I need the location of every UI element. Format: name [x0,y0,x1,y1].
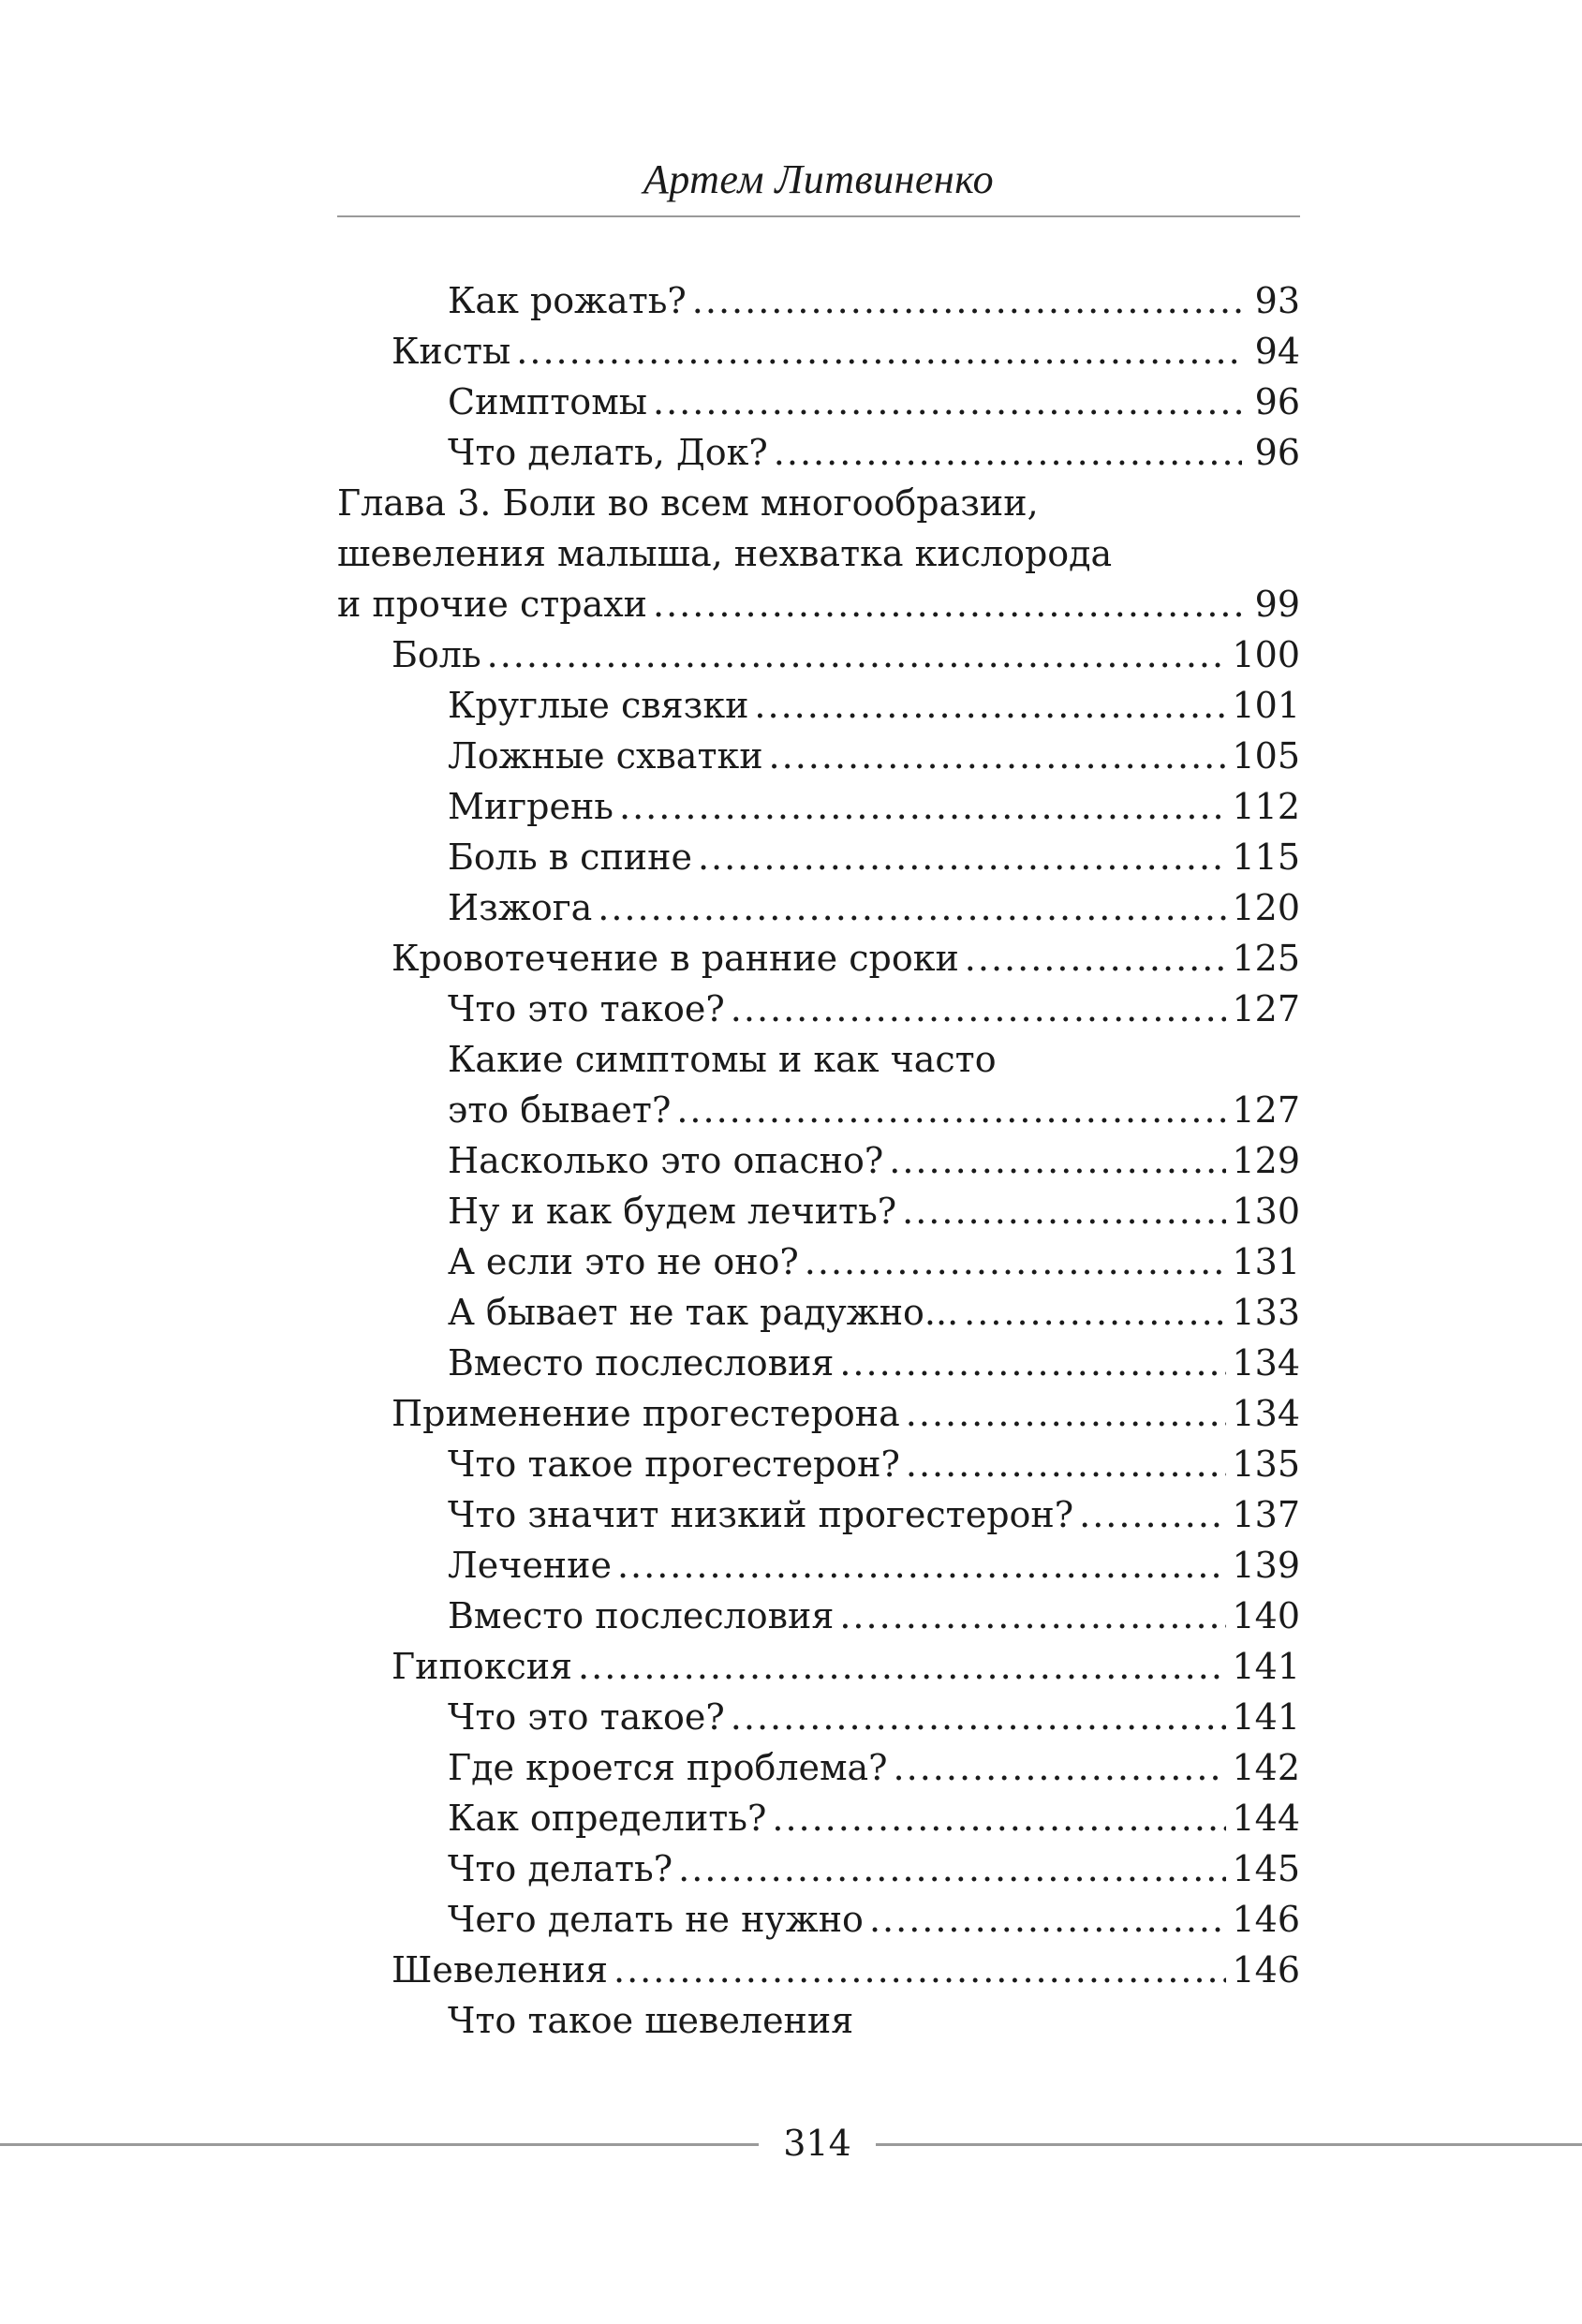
toc-dot-leader [653,377,1242,427]
toc-entry-page: 140 [1232,1595,1300,1636]
toc-entry-page: 125 [1232,938,1300,979]
toc-dot-leader [676,1085,1226,1135]
toc-entry [337,1186,1300,1236]
toc-dot-leader [698,832,1227,882]
toc-entry-page: 144 [1232,1798,1300,1839]
toc-entry-title: Что значит низкий прогестерон? [448,1494,1074,1535]
toc-entry-page: 133 [1232,1292,1300,1333]
toc-entry [337,1135,1300,1186]
toc-entry-title: А бывает не так радужно... [448,1292,959,1333]
toc-entry-title: Вместо послесловия [448,1595,835,1636]
toc-entry-title: Что делать? [448,1848,673,1889]
toc-dot-leader [906,1388,1227,1439]
toc-entry-page: 146 [1232,1949,1300,1991]
toc-entry-page: 105 [1232,735,1300,777]
toc-entry [337,579,1300,629]
toc-entry-title: Круглые связки [448,685,749,726]
toc-entry-title: Лечение [448,1545,612,1586]
toc-entry-title: это бывает? [448,1089,672,1131]
toc-entry-page: 141 [1232,1646,1300,1687]
toc-entry-title: Симптомы [448,381,647,422]
toc-entry-title: Боль [392,634,481,675]
toc-entry [337,1793,1300,1843]
toc-entry [337,781,1300,832]
toc-entry-title: Что делать, Док? [448,432,768,473]
toc-entry-page: 112 [1232,786,1300,827]
toc-entry [337,478,1300,528]
toc-entry [337,1843,1300,1894]
toc-entry-page: 142 [1232,1747,1300,1788]
toc-entry-page: 101 [1232,685,1300,726]
toc-dot-leader [906,1439,1227,1489]
toc-entry-title: Вместо послесловия [448,1342,835,1384]
toc-entry [337,1287,1300,1338]
toc-dot-leader [578,1641,1226,1692]
toc-dot-leader [653,579,1242,629]
toc-entry [337,680,1300,731]
toc-entry-page: 129 [1232,1140,1300,1181]
toc-entry [337,1995,1300,2046]
toc-entry [337,1945,1300,1995]
toc-dot-leader [774,427,1242,478]
toc-entry [337,933,1300,984]
toc-dot-leader [772,1793,1226,1843]
toc-entry-page: 93 [1254,280,1300,321]
toc-entry-page: 130 [1232,1191,1300,1232]
toc-entry-page: 135 [1232,1443,1300,1485]
toc-entry-page: 137 [1232,1494,1300,1535]
toc-entry [337,1641,1300,1692]
toc-dot-leader [902,1186,1226,1236]
toc-entry-page: 146 [1232,1899,1300,1940]
toc-entry-title: А если это не оно? [448,1241,799,1282]
toc-entry [337,377,1300,427]
toc-entry-title: Насколько это опасно? [448,1140,884,1181]
toc-entry-title: Какие симптомы и как часто [448,1039,997,1080]
toc-entry-title: Что это такое? [448,1696,725,1738]
toc-dot-leader [692,275,1242,326]
toc-entry-page: 115 [1232,836,1300,878]
toc-dot-leader [889,1135,1226,1186]
toc-dot-leader [1079,1489,1226,1540]
toc-entry [337,1085,1300,1135]
toc-entry [337,1591,1300,1641]
toc-dot-leader [769,731,1227,781]
toc-entry-title: Ложные схватки [448,735,763,777]
toc-entry-page: 127 [1232,1089,1300,1131]
toc-dot-leader [678,1843,1226,1894]
toc-entry-page: 120 [1232,887,1300,928]
toc-entry-page: 141 [1232,1696,1300,1738]
toc-dot-leader [869,1894,1227,1945]
toc-entry [337,1034,1300,1085]
toc-dot-leader [617,1540,1227,1591]
toc-entry [337,1894,1300,1945]
toc-entry-title: Боль в спине [448,836,692,878]
toc-dot-leader [894,1742,1227,1793]
toc-dot-leader [839,1591,1226,1641]
toc-entry [337,832,1300,882]
toc-entry [337,1742,1300,1793]
toc-entry [337,1540,1300,1591]
toc-entry-title: и прочие страхи [337,584,647,625]
toc-dot-leader [516,326,1242,377]
toc-entry-title: Шевеления [392,1949,608,1991]
toc-dot-leader [731,984,1227,1034]
toc-entry-title: Что такое шевеления [448,2000,854,2041]
toc-dot-leader [754,680,1226,731]
toc-entry [337,528,1300,579]
toc-entry [337,1388,1300,1439]
toc-entry-title: Мигрень [448,786,614,827]
toc-entry-title: Кисты [392,331,511,372]
toc-entry-page: 134 [1232,1342,1300,1384]
toc-entry-title: Изжога [448,887,593,928]
toc-entry-title: Где кроется проблема? [448,1747,888,1788]
toc-entry [337,731,1300,781]
toc-entry-title: Как рожать? [448,280,687,321]
toc-dot-leader [965,933,1227,984]
toc-entry-page: 94 [1254,331,1300,372]
table-of-contents [337,275,1300,2046]
footer-rule-right [876,2143,1582,2146]
toc-entry [337,1692,1300,1742]
toc-entry [337,1489,1300,1540]
toc-entry-page: 134 [1232,1393,1300,1434]
toc-entry-title: Ну и как будем лечить? [448,1191,897,1232]
header-rule [337,215,1300,217]
running-head: Артем Литвиненко [643,156,995,202]
toc-dot-leader [839,1338,1226,1388]
footer-rule-left [0,2143,759,2146]
toc-dot-leader [487,629,1227,680]
toc-entry-page: 145 [1232,1848,1300,1889]
toc-entry-page: 96 [1254,381,1300,422]
toc-entry-title: Гипоксия [392,1646,573,1687]
toc-entry-title: Как определить? [448,1798,767,1839]
toc-dot-leader [805,1236,1227,1287]
page-number: 314 [783,2123,851,2164]
toc-entry-title: Применение прогестерона [392,1393,900,1434]
toc-entry-page: 96 [1254,432,1300,473]
toc-entry [337,984,1300,1034]
toc-dot-leader [964,1287,1226,1338]
toc-entry-title: Что это такое? [448,988,725,1029]
toc-entry-page: 131 [1232,1241,1300,1282]
toc-entry [337,326,1300,377]
toc-entry-title: Глава 3. Боли во всем многообразии, [337,482,1039,524]
toc-dot-leader [731,1692,1227,1742]
toc-entry [337,275,1300,326]
toc-entry-title: шевеления малыша, нехватка кислорода [337,533,1113,574]
toc-entry-page: 99 [1254,584,1300,625]
toc-entry [337,427,1300,478]
toc-entry [337,629,1300,680]
toc-entry-title: Чего делать не нужно [448,1899,864,1940]
toc-entry [337,1439,1300,1489]
toc-dot-leader [598,882,1226,933]
toc-entry [337,882,1300,933]
toc-entry [337,1338,1300,1388]
toc-entry-page: 100 [1232,634,1300,675]
toc-dot-leader [614,1945,1226,1995]
toc-entry-page: 139 [1232,1545,1300,1586]
toc-entry-title: Кровотечение в ранние сроки [392,938,959,979]
toc-entry [337,1236,1300,1287]
toc-entry-page: 127 [1232,988,1300,1029]
toc-dot-leader [619,781,1226,832]
toc-entry-title: Что такое прогестерон? [448,1443,900,1485]
